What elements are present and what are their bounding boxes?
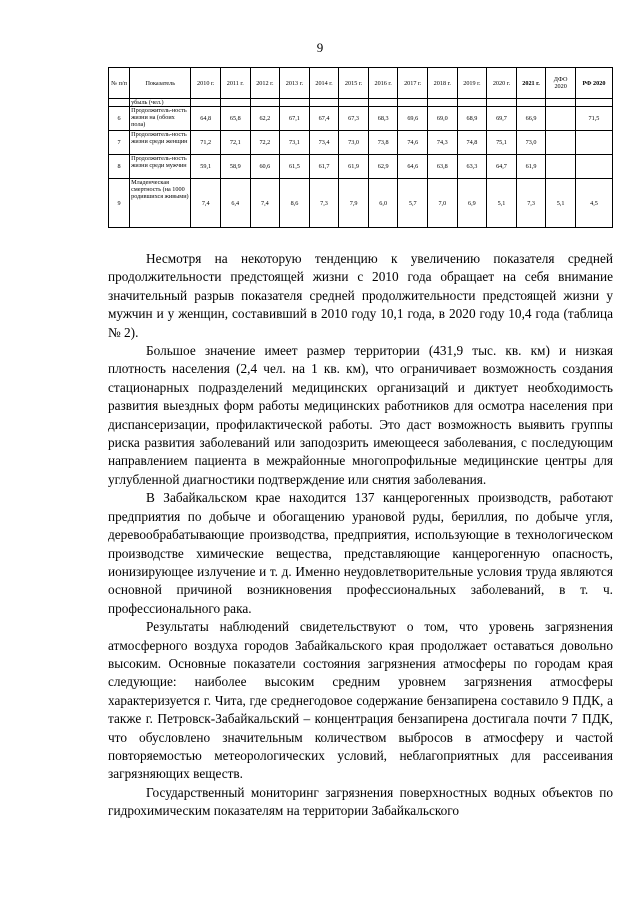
table-row	[109, 131, 613, 155]
cell-value: 64,7	[487, 155, 517, 179]
cell-value: 71,2	[191, 131, 221, 155]
header-2013: 2013 г.	[280, 68, 310, 99]
cell-value: 6,4	[220, 179, 250, 228]
cell-value: 61,5	[280, 155, 310, 179]
cell-value	[546, 131, 576, 155]
cell-indicator: убыль (чел.)	[130, 99, 191, 107]
cell-value: 61,9	[516, 155, 546, 179]
cell-value: 58,9	[220, 155, 250, 179]
cell-value: 72,2	[250, 131, 280, 155]
cell-value	[280, 99, 310, 107]
cell-value	[546, 99, 576, 107]
cell-value: 73,0	[516, 131, 546, 155]
cell-value: 73,8	[368, 131, 398, 155]
cell-value: 63,3	[457, 155, 487, 179]
cell-num: 9	[109, 179, 130, 228]
cell-indicator: Продолжитель-ность жизни на (обоих пола)	[130, 107, 191, 131]
cell-value: 74,3	[428, 131, 458, 155]
cell-value: 69,6	[398, 107, 428, 131]
paragraph: Результаты наблюдений свидетельствуют о том, что уровень загрязнения атмосферного воздуха городов Забайкальского края продолжает оставаться довольно высоким. Основные показатели состояния загрязнения атмосферы по городам края следующие: наиболее высоким средним уровнем загрязнения атмосферы характеризуется г. Чита, где среднегодовое содержание бензапирена составило 9 ПДК, а также г. Петровск-Забайкальский – концентрация бензапирена достигала почти 7 ПДК, что обусловлено значительным количеством выбросов в атмосферу и частой повторяемостью метеорологических условий, неблагоприятных для рассеивания загрязняющих веществ.	[108, 619, 613, 782]
cell-value: 74,8	[457, 131, 487, 155]
cell-value: 73,0	[339, 131, 369, 155]
paragraph: Большое значение имеет размер территории (431,9 тыс. кв. км) и низкая плотность населения (2,4 чел. на 1 кв. км), что ограничивает возможность создания стационарных подразделений медицинских организаций и диктует необходимость развития выездных форм работы медицинских работников для осмотра населения при диспансеризации, профилактической работы. Это даст возможность выявить группы риска развития заболеваний или заподозрить имеющееся заболевания, с последующим направлением пациента в межрайонные многопрофильные медицинские центры для углубленной диагностики подтверждение или снятия заболевания.	[108, 343, 613, 487]
cell-value: 60,6	[250, 155, 280, 179]
header-2017: 2017 г.	[398, 68, 428, 99]
cell-value	[428, 99, 458, 107]
paragraph: Несмотря на некоторую тенденцию к увеличению показателя средней продолжительности предстоящей жизни с 2010 года обращает на себя внимание значительный разрыв показателя средней продолжительности предстоящей жизни у мужчин и у женщин, составивший в 2010 году 10,1 года, в 2020 году 10,4 года (таблица № 2).	[108, 251, 613, 340]
header-rf-2020: РФ 2020	[575, 68, 612, 99]
table-row	[109, 107, 613, 131]
table-row	[109, 179, 613, 228]
header-2016: 2016 г.	[368, 68, 398, 99]
header-2015: 2015 г.	[339, 68, 369, 99]
cell-value	[575, 99, 612, 107]
cell-value	[339, 99, 369, 107]
page-number: 9	[316, 40, 324, 55]
cell-value	[220, 99, 250, 107]
cell-value: 5,1	[487, 179, 517, 228]
cell-value	[191, 99, 221, 107]
header-dfo-2020: ДФО 2020	[546, 68, 576, 99]
cell-value	[575, 131, 612, 155]
cell-value: 74,6	[398, 131, 428, 155]
header-indicator: Показатель	[130, 68, 191, 99]
cell-value: 7,4	[191, 179, 221, 228]
cell-value: 73,1	[280, 131, 310, 155]
table-row	[109, 99, 613, 107]
cell-value: 6,9	[457, 179, 487, 228]
cell-value: 7,3	[516, 179, 546, 228]
cell-value: 61,9	[339, 155, 369, 179]
cell-indicator: Младенческая смертность (на 1000 родившихся живыми)	[130, 179, 191, 228]
cell-value: 7,0	[428, 179, 458, 228]
cell-value: 67,1	[280, 107, 310, 131]
body-text	[108, 250, 613, 821]
cell-value	[546, 107, 576, 131]
header-2020: 2020 г.	[487, 68, 517, 99]
header-2021: 2021 г.	[516, 68, 546, 99]
cell-num: 8	[109, 155, 130, 179]
header-num: № п/п	[109, 68, 130, 99]
cell-num	[109, 99, 130, 107]
cell-value: 64,8	[191, 107, 221, 131]
cell-value: 66,9	[516, 107, 546, 131]
header-2018: 2018 г.	[428, 68, 458, 99]
header-2011: 2011 г.	[220, 68, 250, 99]
cell-value: 67,4	[309, 107, 339, 131]
cell-value: 68,9	[457, 107, 487, 131]
cell-value	[487, 99, 517, 107]
cell-value: 63,8	[428, 155, 458, 179]
cell-value: 67,3	[339, 107, 369, 131]
cell-value	[516, 99, 546, 107]
paragraph: Государственный мониторинг загрязнения поверхностных водных объектов по гидрохимическим показателям на территории Забайкальского	[108, 784, 613, 819]
cell-value: 72,1	[220, 131, 250, 155]
cell-value: 62,2	[250, 107, 280, 131]
cell-value: 61,7	[309, 155, 339, 179]
cell-value: 75,1	[487, 131, 517, 155]
cell-indicator: Продолжитель-ность жизни среди мужчин	[130, 155, 191, 179]
cell-value: 68,3	[368, 107, 398, 131]
cell-value	[398, 99, 428, 107]
indicators-table-container	[108, 67, 613, 228]
cell-value: 73,4	[309, 131, 339, 155]
cell-value: 64,6	[398, 155, 428, 179]
cell-value: 69,0	[428, 107, 458, 131]
cell-value	[368, 99, 398, 107]
cell-num: 7	[109, 131, 130, 155]
cell-value: 7,3	[309, 179, 339, 228]
cell-indicator: Продолжитель-ность жизни среди женщин	[130, 131, 191, 155]
cell-value: 5,1	[546, 179, 576, 228]
cell-value: 5,7	[398, 179, 428, 228]
cell-value: 59,1	[191, 155, 221, 179]
table-header-row	[109, 68, 613, 99]
cell-value: 7,9	[339, 179, 369, 228]
cell-value: 65,8	[220, 107, 250, 131]
cell-value: 71,5	[575, 107, 612, 131]
cell-value: 62,9	[368, 155, 398, 179]
header-2014: 2014 г.	[309, 68, 339, 99]
indicators-table	[108, 67, 613, 228]
table-row	[109, 155, 613, 179]
cell-value: 8,6	[280, 179, 310, 228]
cell-value	[250, 99, 280, 107]
cell-value	[309, 99, 339, 107]
header-2010: 2010 г.	[191, 68, 221, 99]
paragraph: В Забайкальском крае находится 137 канцерогенных производств, работают предприятия по добыче и обогащению урановой руды, бериллия, по добыче угля, деревообрабатывающие производства, предприятия, использующие в технологическом производстве химические вещества, представляющие канцерогенную опасность, ионизирующее излучение и т. д. Именно неудовлетворительные условия труда являются основной причиной возникновения профессиональных заболеваний, в т. ч. профессионального рака.	[108, 490, 613, 616]
cell-num: 6	[109, 107, 130, 131]
header-2019: 2019 г.	[457, 68, 487, 99]
cell-value	[546, 155, 576, 179]
cell-value	[457, 99, 487, 107]
cell-value: 6,0	[368, 179, 398, 228]
header-2012: 2012 г.	[250, 68, 280, 99]
cell-value: 4,5	[575, 179, 612, 228]
cell-value: 69,7	[487, 107, 517, 131]
cell-value	[575, 155, 612, 179]
cell-value: 7,4	[250, 179, 280, 228]
